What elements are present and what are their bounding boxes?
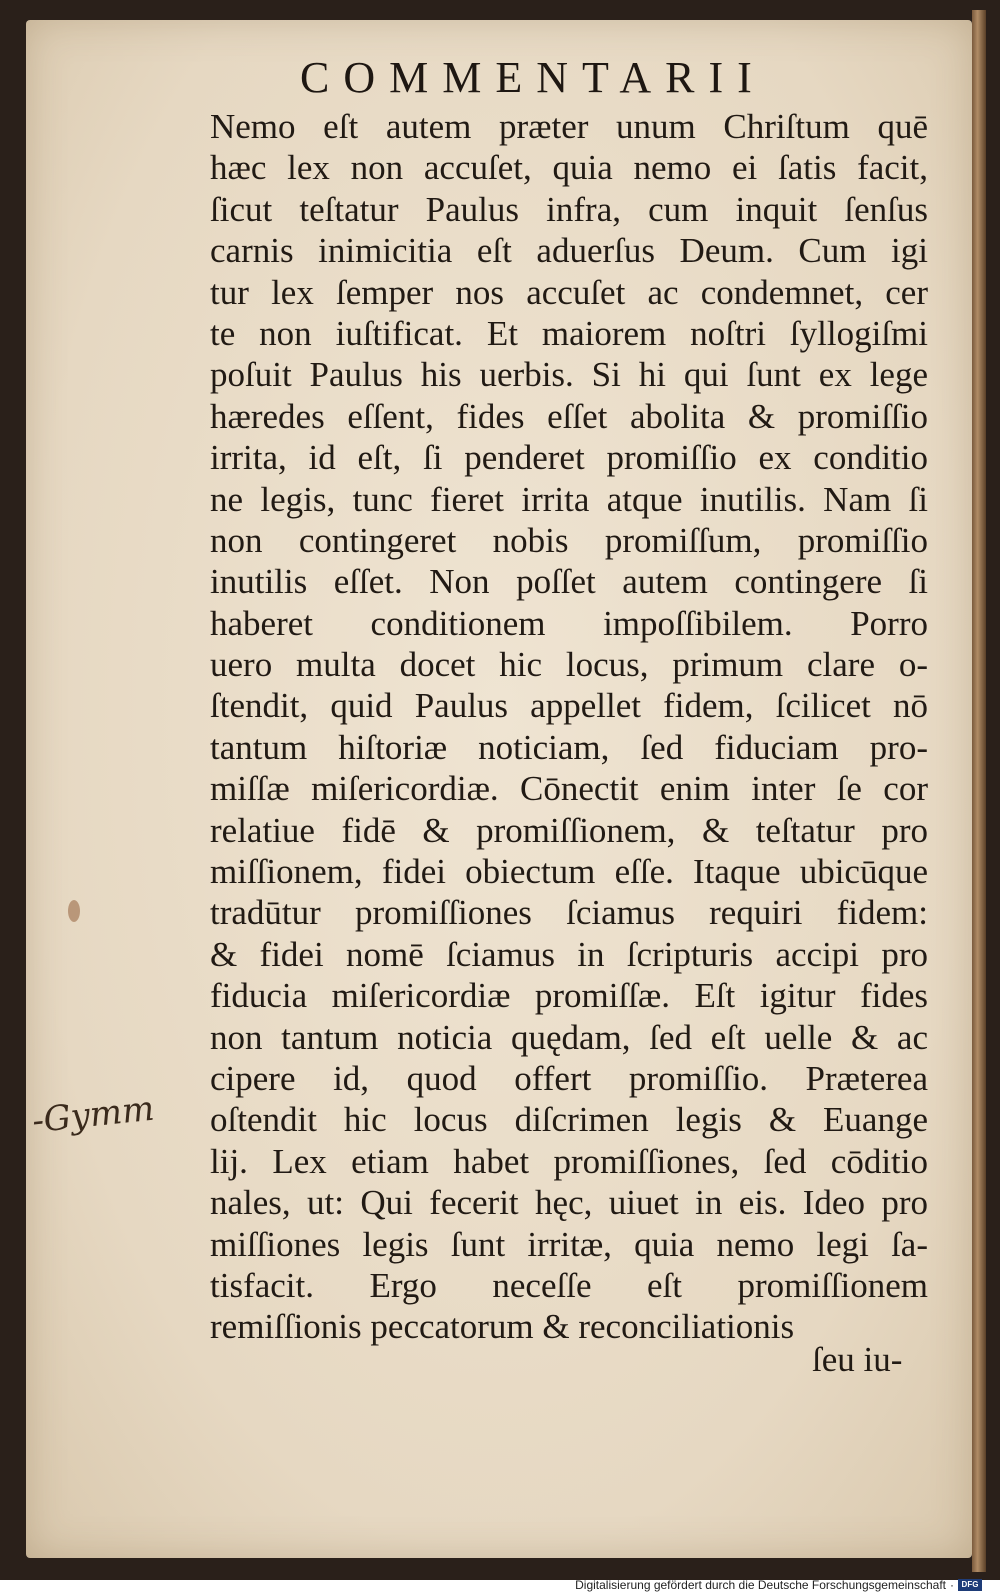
text-line: tisfacit. Ergo neceſſe eſt promiſſionem <box>210 1265 928 1305</box>
text-line: te non iuſtificat. Et maiorem noſtri ſyllogiſmi <box>210 313 928 353</box>
text-line: poſuit Paulus his uerbis. Si hi qui ſunt ex lege <box>210 355 928 395</box>
text-line: hæc lex non accuſet, quia nemo ei ſatis facit, <box>210 148 928 188</box>
handwritten-marginalia: -Gymm <box>30 1088 157 1142</box>
text-line: non tantum noticia quędam, ſed eſt uelle & ac <box>210 1017 928 1057</box>
text-line: uero multa docet hic locus, primum clare o- <box>210 645 928 685</box>
ink-stain <box>68 900 80 922</box>
text-line: lij. Lex etiam habet promiſſiones, ſed cōditio <box>210 1141 928 1181</box>
text-line: ſtendit, quid Paulus appellet fidem, ſcilicet nō <box>210 686 928 726</box>
text-line: tantum hiſtoriæ noticiam, ſed fiduciam pro- <box>210 727 928 767</box>
text-line: inutilis eſſet. Non poſſet autem contingere ſi <box>210 562 928 602</box>
text-line: remiſſionis peccatorum & reconciliationis <box>210 1307 795 1347</box>
text-line: non contingeret nobis promiſſum, promiſſio <box>210 520 928 560</box>
text-line: tradūtur promiſſiones ſciamus requiri fidem: <box>210 893 928 933</box>
dfg-logo-icon: DFG <box>958 1579 982 1591</box>
digitization-footer <box>575 1578 982 1592</box>
text-line: ne legis, tunc fieret irrita atque inutilis. Nam ſi <box>210 479 928 519</box>
text-line: Nemo eſt autem præter unum Chriſtum quē <box>210 107 928 146</box>
text-line: nales, ut: Qui fecerit hęc, uiuet in eis. Ideo pro <box>210 1183 928 1223</box>
text-line: tur lex ſemper nos accuſet ac condemnet, cer <box>210 272 928 312</box>
text-line: oſtendit hic locus diſcrimen legis & Euange <box>210 1100 928 1140</box>
text-line: hæredes eſſent, fides eſſet abolita & promiſſio <box>210 396 928 436</box>
text-line: ſicut teſtatur Paulus infra, cum inquit ſenſus <box>210 189 928 229</box>
text-line: cipere id, quod offert promiſſio. Præterea <box>210 1058 928 1098</box>
text-line: relatiue fidē & promiſſionem, & teſtatur pro <box>210 810 928 850</box>
text-line: fiducia miſericordiæ promiſſæ. Eſt igitur fides <box>210 976 928 1016</box>
text-line: & fidei nomē ſciamus in ſcripturis accipi pro <box>210 934 928 974</box>
page-edge <box>972 10 986 1572</box>
text-line: miſſiones legis ſunt irritæ, quia nemo legi ſa- <box>210 1224 928 1264</box>
running-head: COMMENTARII <box>300 53 766 102</box>
catchword: ſeu iu- <box>812 1340 903 1379</box>
text-line: miſſionem, fidei obiectum eſſe. Itaque ubicūque <box>210 852 928 892</box>
text-line: miſſæ miſericordiæ. Cōnectit enim inter ſe cor <box>210 769 928 809</box>
text-block <box>210 106 928 1348</box>
footer-separator: · <box>950 1578 954 1592</box>
footer-credit: Digitalisierung gefördert durch die Deutsche Forschungsgemeinschaft <box>575 1578 946 1592</box>
text-line: irrita, id eſt, ſi penderet promiſſio ex conditio <box>210 438 928 478</box>
text-line: carnis inimicitia eſt aduerſus Deum. Cum igi <box>210 231 928 271</box>
text-line: haberet conditionem impoſſibilem. Porro <box>210 603 928 643</box>
